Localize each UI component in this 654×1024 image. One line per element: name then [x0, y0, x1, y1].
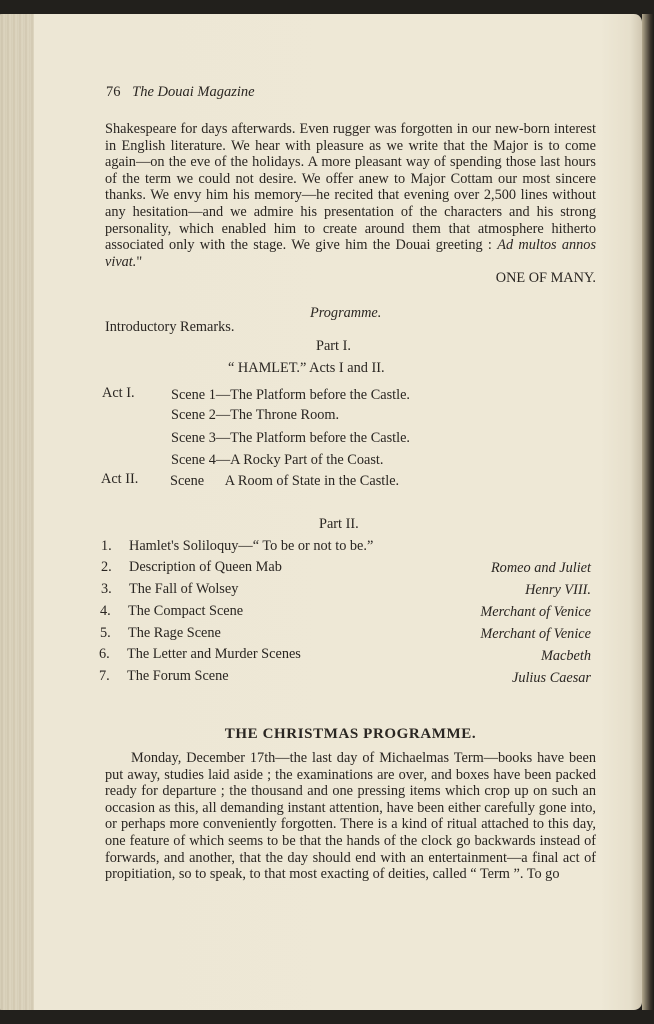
page-edge-right [642, 14, 654, 1010]
part1-label: Part I. [316, 338, 351, 354]
christmas-paragraph: Monday, December 17th—the last day of Michaelmas Term—books have been put away, studies laid aside ; the examinations are over, and boxes have been packed ready for departure ; the thousand and one pressing items which crop up on such an occasion as this, all demanding instant attention, have been either carefully gone into, or perhaps more conveniently forgotten. There is a kind of ritual attached to this day, one feature of which seems to be that the hands of the clock go backwards instead of forwards, and another, that the day should end with an entertainment—a final act of propitiation, so to speak, to that most exacting of deities, called “ Term ”. To go [105, 750, 596, 883]
page-number: 76 [106, 84, 121, 100]
running-header [106, 84, 255, 101]
latin-greeting: Ad multos annos vivat. [105, 237, 597, 270]
item-play: Julius Caesar [511, 670, 591, 686]
scene-line: Scene A Room of State in the Castle. [170, 473, 400, 489]
item-title: The Fall of Wolsey [129, 581, 239, 597]
signoff: ONE OF MANY. [495, 270, 596, 287]
programme-intro: Introductory Remarks. [105, 319, 235, 335]
item-play: Romeo and Juliet [490, 560, 591, 576]
item-number: 4. [100, 603, 111, 619]
item-number: 5. [100, 625, 111, 641]
item-title: Description of Queen Mab [129, 559, 282, 575]
item-play: Henry VIII. [525, 582, 591, 598]
item-title: The Forum Scene [127, 668, 229, 684]
magazine-title: The Douai Magazine [132, 84, 255, 100]
programme-title: Programme. [310, 305, 382, 321]
scene-line: Scene 3—The Platform before the Castle. [171, 430, 410, 446]
intro-text: Shakespeare for days afterwards. Even rugger was forgotten in our new-born interest in English literature. We hear with pleasure as we write that the Major is to come again—on the eve of the holidays. A more pleasant way of spending those last hours of the term we could not desire. We offer anew to Major Cottam our most sincere thanks. We envy him his memory—he recited that evening over 2,500 lines without any hesitation—and we admire his presentation of the characters and his strong personality, which enabled him to create around them that atmosphere hitherto associated only with the stage. We give him the Douai greeting : [105, 121, 596, 254]
act-label: Act I. [102, 385, 135, 401]
intro-paragraph [105, 121, 596, 287]
part1-subtitle: “ HAMLET.” Acts I and II. [228, 360, 385, 376]
closing-quote: " [136, 253, 143, 270]
act-label: Act II. [101, 471, 139, 487]
scan-bottom-border [0, 1010, 654, 1024]
item-title: Hamlet's Soliloquy—“ To be or not to be.” [129, 538, 374, 554]
page-edge-left [0, 14, 34, 1010]
item-number: 7. [99, 668, 110, 684]
item-title: The Rage Scene [128, 625, 221, 641]
scene-line: Scene 1—The Platform before the Castle. [171, 387, 410, 403]
scene-line: Scene 4—A Rocky Part of the Coast. [171, 452, 384, 468]
item-play: Merchant of Venice [480, 604, 591, 620]
scene-line: Scene 2—The Throne Room. [171, 407, 340, 423]
part2-label: Part II. [319, 516, 359, 532]
item-number: 1. [101, 538, 112, 554]
item-number: 3. [101, 581, 112, 597]
item-play: Merchant of Venice [480, 626, 591, 642]
item-number: 6. [99, 646, 110, 662]
item-title: The Letter and Murder Scenes [127, 646, 301, 662]
item-title: The Compact Scene [128, 603, 244, 619]
item-play: Macbeth [540, 648, 591, 664]
item-number: 2. [101, 559, 112, 575]
section-heading: THE CHRISTMAS PROGRAMME. [224, 726, 477, 742]
